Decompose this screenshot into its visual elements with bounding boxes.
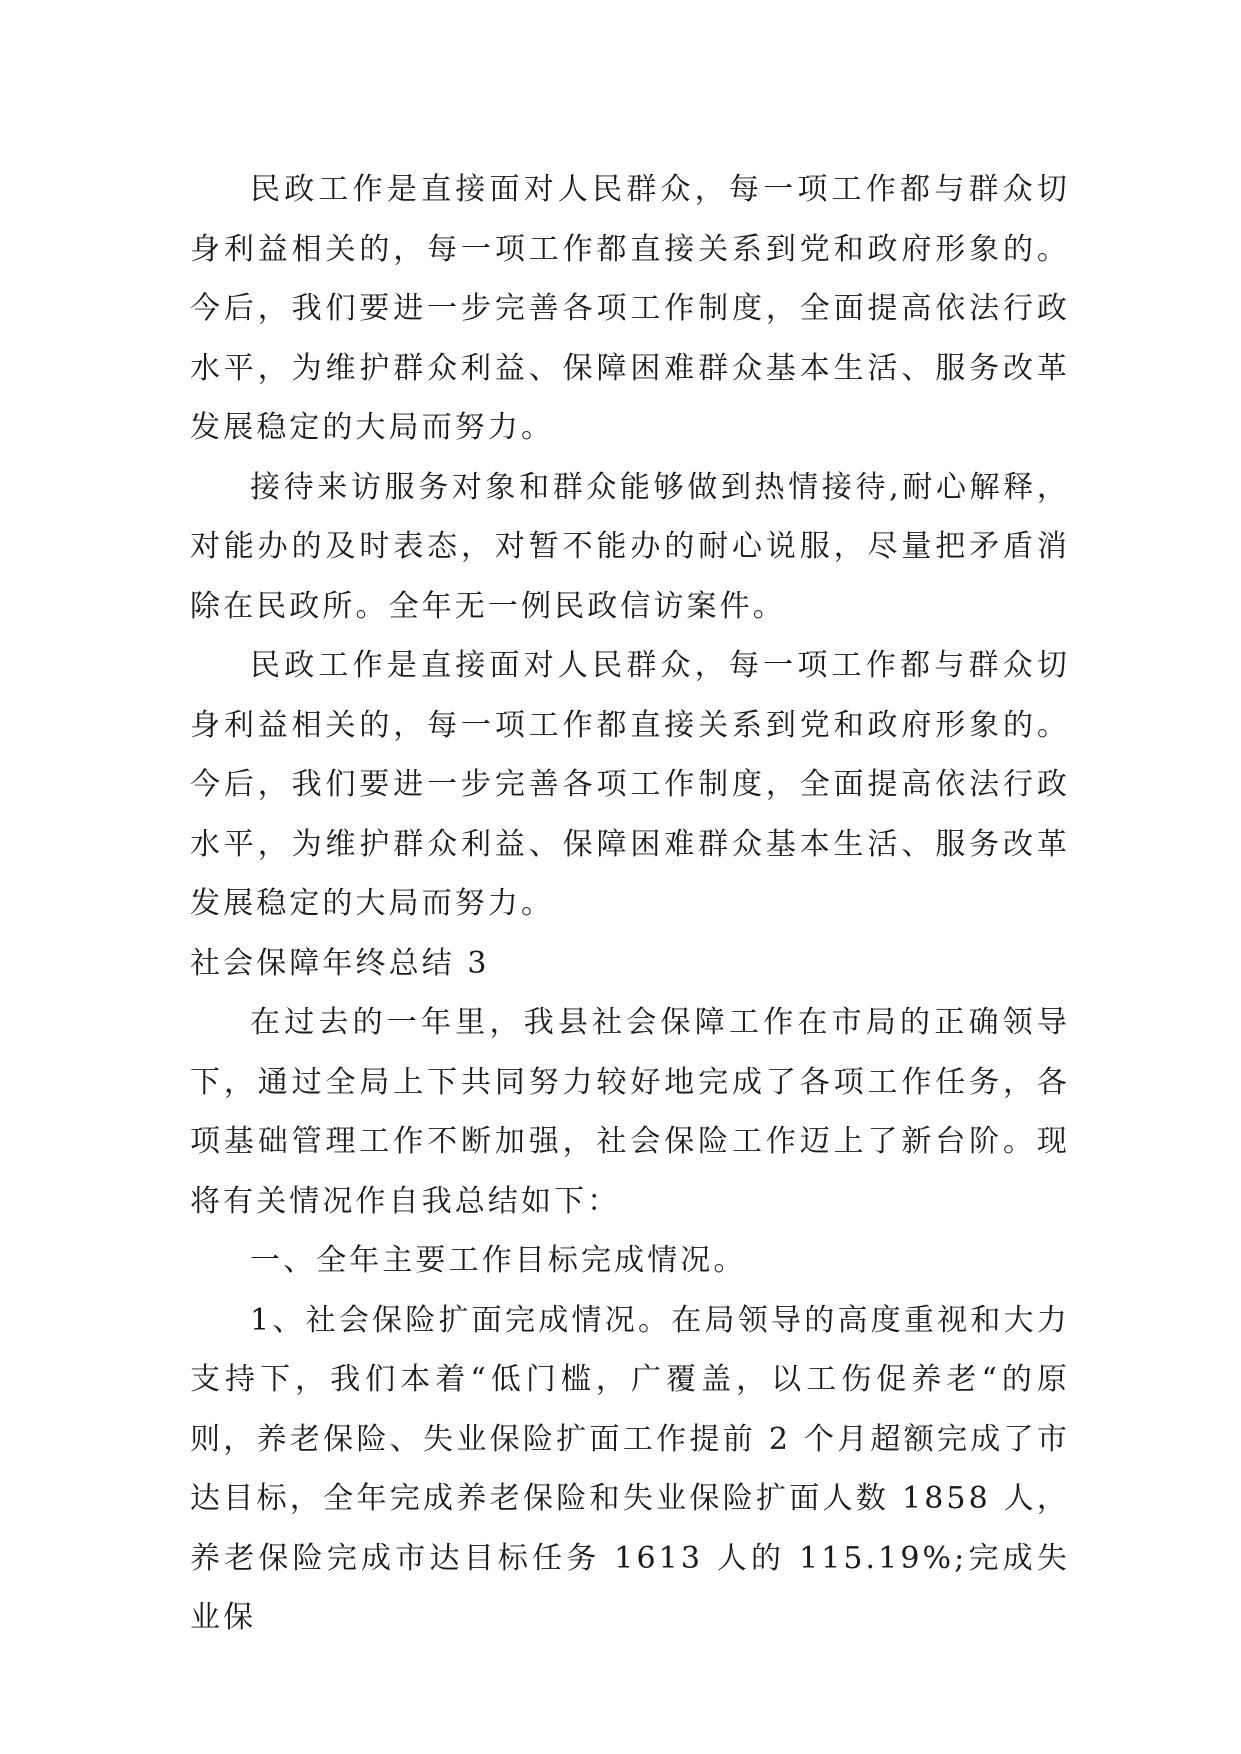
paragraph-intro: 在过去的一年里，我县社会保障工作在市局的正确领导下，通过全局上下共同努力较好地完成了各项工作任务，各项基础管理工作不断加强，社会保险工作迈上了新台阶。现将有关情况作自我总结如下： [190, 1005, 1070, 1219]
paragraph-civil-affairs-2: 民政工作是直接面对人民群众，每一项工作都与群众切身利益相关的，每一项工作都直接关系到党和政府形象的。今后，我们要进一步完善各项工作制度，全面提高依法行政水平，为维护群众利益、保障困难群众基本生活、服务改革发展稳定的大局而努力。 [190, 648, 1070, 921]
document-body [190, 160, 1070, 1648]
paragraph-reception: 接待来访服务对象和群众能够做到热情接待,耐心解释，对能办的及时表态，对暂不能办的耐心说服，尽量把矛盾消除在民政所。全年无一例民政信访案件。 [190, 469, 1070, 624]
section-title: 社会保障年终总结 3 [190, 945, 490, 981]
paragraph-subheading: 一、全年主要工作目标完成情况。 [250, 1243, 747, 1278]
paragraph-insurance-expansion: 1、社会保险扩面完成情况。在局领导的高度重视和大力支持下，我们本着“低门槛，广覆盖，以工伤促养老“的原则，养老保险、失业保险扩面工作提前 2 个月超额完成了市达目标，全年完成养老保险和失业保险扩面人数 1858 人，养老保险完成市达目标任务 1613 人的 115.19%;完成失业保 [190, 1302, 1070, 1635]
paragraph-civil-affairs-1: 民政工作是直接面对人民群众，每一项工作都与群众切身利益相关的，每一项工作都直接关系到党和政府形象的。今后，我们要进一步完善各项工作制度，全面提高依法行政水平，为维护群众利益、保障困难群众基本生活、服务改革发展稳定的大局而努力。 [190, 172, 1070, 445]
